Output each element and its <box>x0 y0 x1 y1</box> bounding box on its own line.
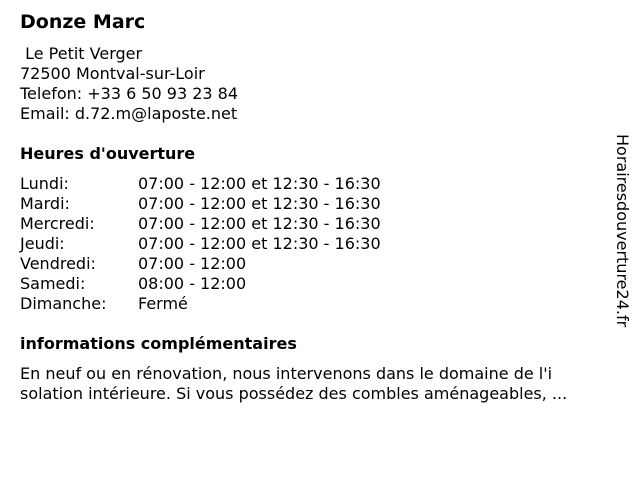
additional-info-heading: informations complémentaires <box>20 334 297 353</box>
day-label: Mardi: <box>20 194 70 213</box>
time-value: 07:00 - 12:00 et 12:30 - 16:30 <box>138 214 381 233</box>
additional-info-text <box>20 364 620 404</box>
phone-number: Telefon: +33 6 50 93 23 84 <box>20 84 239 103</box>
time-value: 08:00 - 12:00 <box>138 274 247 293</box>
time-value: 07:00 - 12:00 et 12:30 - 16:30 <box>138 194 381 213</box>
address-street: Le Petit Verger <box>20 44 143 63</box>
opening-hours-heading: Heures d'ouverture <box>20 144 196 163</box>
hours-row-wednesday <box>20 214 381 234</box>
address-city: 72500 Montval-sur-Loir <box>20 64 205 83</box>
email-address: Email: d.72.m@laposte.net <box>20 104 238 123</box>
day-label: Vendredi: <box>20 254 96 273</box>
time-value: 07:00 - 12:00 et 12:30 - 16:30 <box>138 234 381 253</box>
day-label: Lundi: <box>20 174 69 193</box>
hours-row-monday <box>20 174 381 194</box>
business-name: Donze Marc <box>20 11 146 33</box>
day-label: Dimanche: <box>20 294 107 313</box>
description-line: solation intérieure. Si vous possédez des combles aménageables, ... <box>20 384 568 403</box>
hours-row-saturday <box>20 274 381 294</box>
time-value: Fermé <box>138 294 188 313</box>
hours-row-thursday <box>20 234 381 254</box>
day-label: Jeudi: <box>20 234 65 253</box>
time-value: 07:00 - 12:00 <box>138 254 247 273</box>
time-value: 07:00 - 12:00 et 12:30 - 16:30 <box>138 174 381 193</box>
hours-row-tuesday <box>20 194 381 214</box>
hours-row-sunday <box>20 294 381 314</box>
address-block <box>20 44 238 124</box>
day-label: Samedi: <box>20 274 86 293</box>
description-line: En neuf ou en rénovation, nous intervenons dans le domaine de l'i <box>20 364 553 383</box>
day-label: Mercredi: <box>20 214 95 233</box>
site-watermark: Horairesdouverture24.fr <box>613 134 632 328</box>
hours-row-friday <box>20 254 381 274</box>
opening-hours-table <box>20 174 381 314</box>
